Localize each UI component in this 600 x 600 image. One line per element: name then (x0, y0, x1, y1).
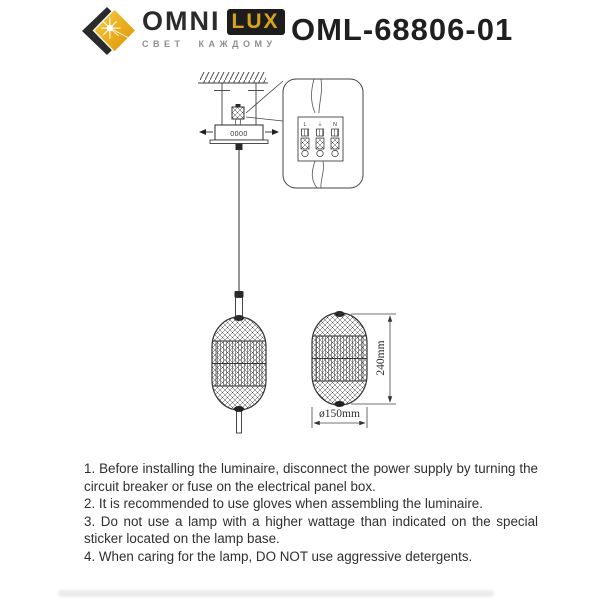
terminal-label-earth: ⏚ (317, 122, 323, 128)
cord-grip (235, 291, 244, 298)
pendant-lamp-side-view (312, 311, 367, 407)
terminal-label-neutral: N (333, 122, 337, 128)
lamp-stem (236, 298, 243, 317)
instruction-item-2: 2. It is recommended to use gloves when assembling the luminaire. (84, 496, 483, 511)
bottom-rod (237, 412, 242, 434)
instruction-item-3: 3. Do not use a lamp with a higher wattage than indicated on the special sticker located on the lamp base. (84, 513, 538, 546)
instructions-list (84, 460, 538, 565)
cropped-text-artifact (58, 590, 494, 597)
brand-tagline: СВЕТ КАЖДОМУ (142, 39, 277, 49)
canopy-vent-label: 0000 (230, 131, 248, 138)
product-model-title: OML-68806-01 (291, 12, 514, 47)
terminal-block (232, 104, 244, 125)
arrow-right-icon (265, 129, 279, 135)
callout-bubble (283, 79, 363, 188)
pendant-lamp-front-view (212, 291, 266, 433)
diameter-dimension-label: ø150mm (319, 408, 360, 420)
brand-name-secondary: LUX (231, 10, 280, 33)
instruction-item-1: 1. Before installing the luminaire, disconnect the power supply by turning the circuit breaker or fuse on the electrical panel box. (84, 461, 538, 494)
inner-diffuser (316, 336, 363, 381)
canopy (199, 125, 279, 150)
diameter-dimension (312, 407, 367, 428)
terminal-label-live: L (303, 122, 307, 128)
height-dimension-label: 240mm (375, 340, 387, 376)
callout-leader-lines (246, 81, 283, 121)
brand-name-primary: OMNI (142, 6, 221, 36)
instruction-item-4: 4. When caring for the lamp, DO NOT use aggressive detergents. (84, 548, 473, 564)
arrow-left-icon (199, 129, 213, 135)
inner-diffuser (216, 341, 262, 386)
